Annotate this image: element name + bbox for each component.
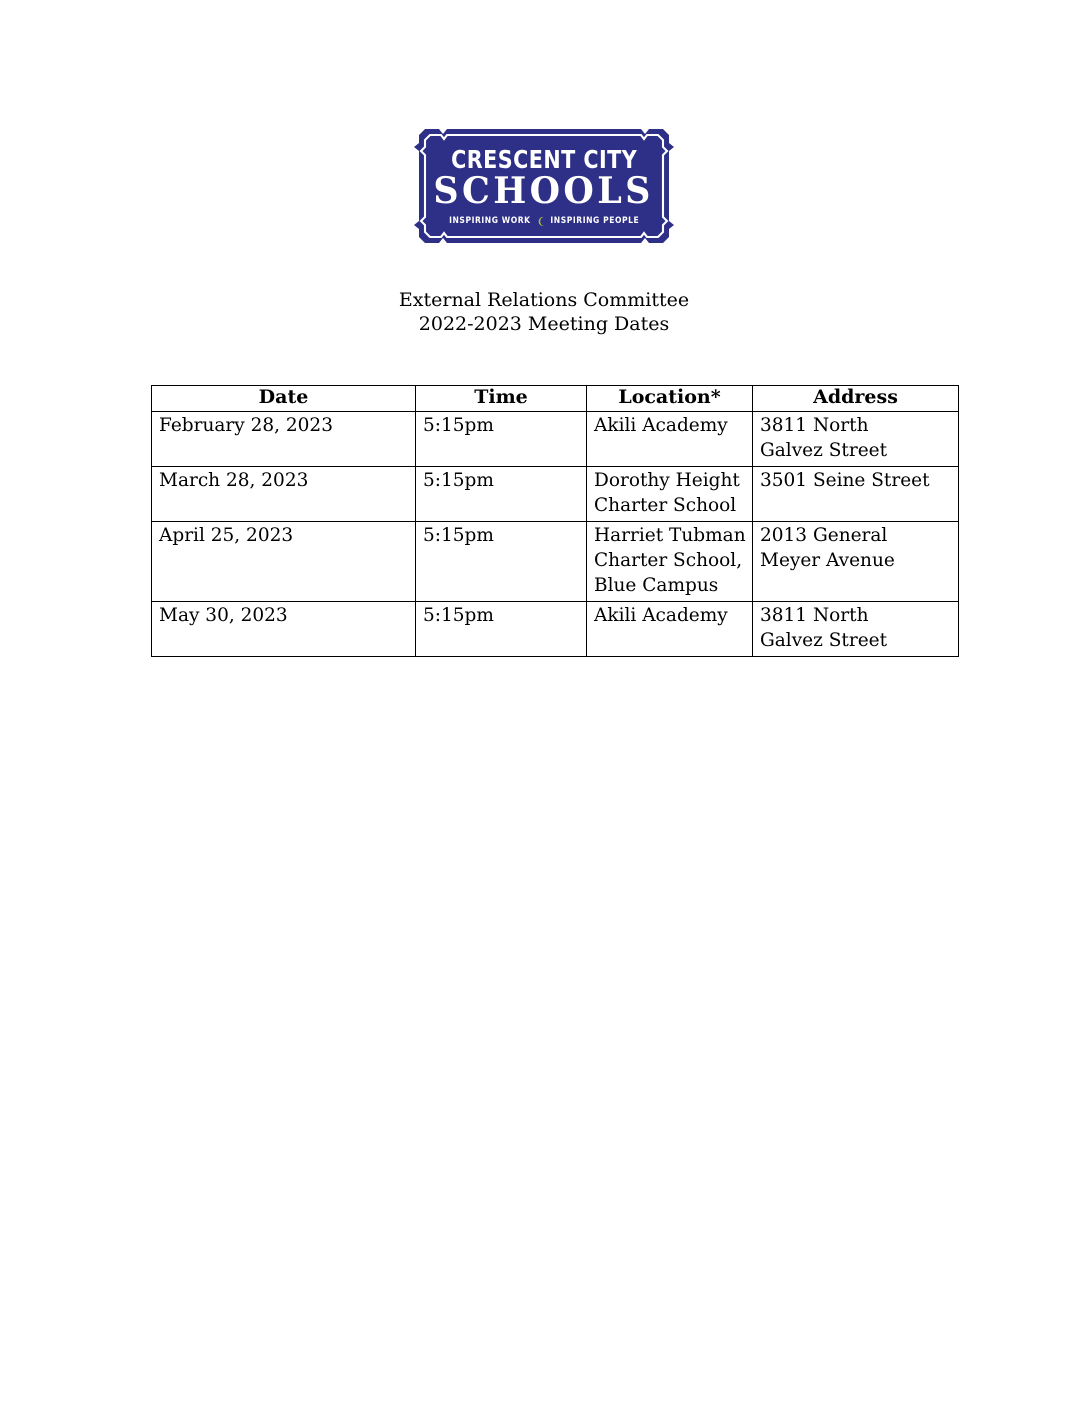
cell-address-line: 3811 North	[760, 415, 869, 436]
cell-address	[753, 467, 959, 522]
cell-address-line: Galvez Street	[760, 630, 888, 651]
column-header-address: Address	[753, 386, 959, 412]
logo-plaque-shape	[403, 127, 685, 245]
logo-line-schools: SCHOOLS	[433, 170, 655, 213]
cell-date: March 28, 2023	[152, 467, 416, 522]
logo-plaque	[403, 127, 685, 245]
cell-address-line: 3501 Seine Street	[760, 470, 930, 491]
column-header-location: Location*	[587, 386, 753, 412]
cell-location	[587, 522, 753, 602]
cell-date: April 25, 2023	[152, 522, 416, 602]
cell-location-line: Blue Campus	[594, 575, 719, 596]
page-title-line-2: 2022-2023 Meeting Dates	[418, 313, 670, 335]
cell-location-line: Charter School	[594, 495, 737, 516]
logo-line-crescent-city: CRESCENT CITY	[450, 145, 638, 175]
page-title-line-1: External Relations Committee	[398, 289, 690, 311]
column-header-date: Date	[152, 386, 416, 412]
cell-date: February 28, 2023	[152, 412, 416, 467]
page-title	[0, 288, 1088, 336]
table-header-row	[152, 386, 959, 412]
meeting-dates-table	[151, 385, 959, 657]
cell-location	[587, 602, 753, 657]
cell-location-line: Dorothy Height	[594, 470, 740, 491]
cell-address-line: 2013 General	[760, 525, 888, 546]
logo-tagline-left: INSPIRING WORK	[448, 216, 531, 227]
cell-address	[753, 522, 959, 602]
cell-address	[753, 412, 959, 467]
cell-time: 5:15pm	[416, 412, 587, 467]
table-row	[152, 522, 959, 602]
organization-logo	[0, 127, 1088, 245]
cell-location	[587, 412, 753, 467]
cell-address	[753, 602, 959, 657]
cell-address-line: Galvez Street	[760, 440, 888, 461]
table-row	[152, 602, 959, 657]
cell-date: May 30, 2023	[152, 602, 416, 657]
table-row	[152, 412, 959, 467]
cell-time: 5:15pm	[416, 602, 587, 657]
cell-location-line: Akili Academy	[594, 415, 728, 436]
cell-location-line: Harriet Tubman	[594, 525, 746, 546]
cell-location	[587, 467, 753, 522]
column-header-time: Time	[416, 386, 587, 412]
cell-address-line: 3811 North	[760, 605, 869, 626]
cell-time: 5:15pm	[416, 467, 587, 522]
cell-location-line: Charter School,	[594, 550, 743, 571]
cell-time: 5:15pm	[416, 522, 587, 602]
table-row	[152, 467, 959, 522]
cell-location-line: Akili Academy	[594, 605, 728, 626]
logo-tagline-right: INSPIRING PEOPLE	[550, 216, 640, 227]
cell-address-line: Meyer Avenue	[760, 550, 895, 571]
